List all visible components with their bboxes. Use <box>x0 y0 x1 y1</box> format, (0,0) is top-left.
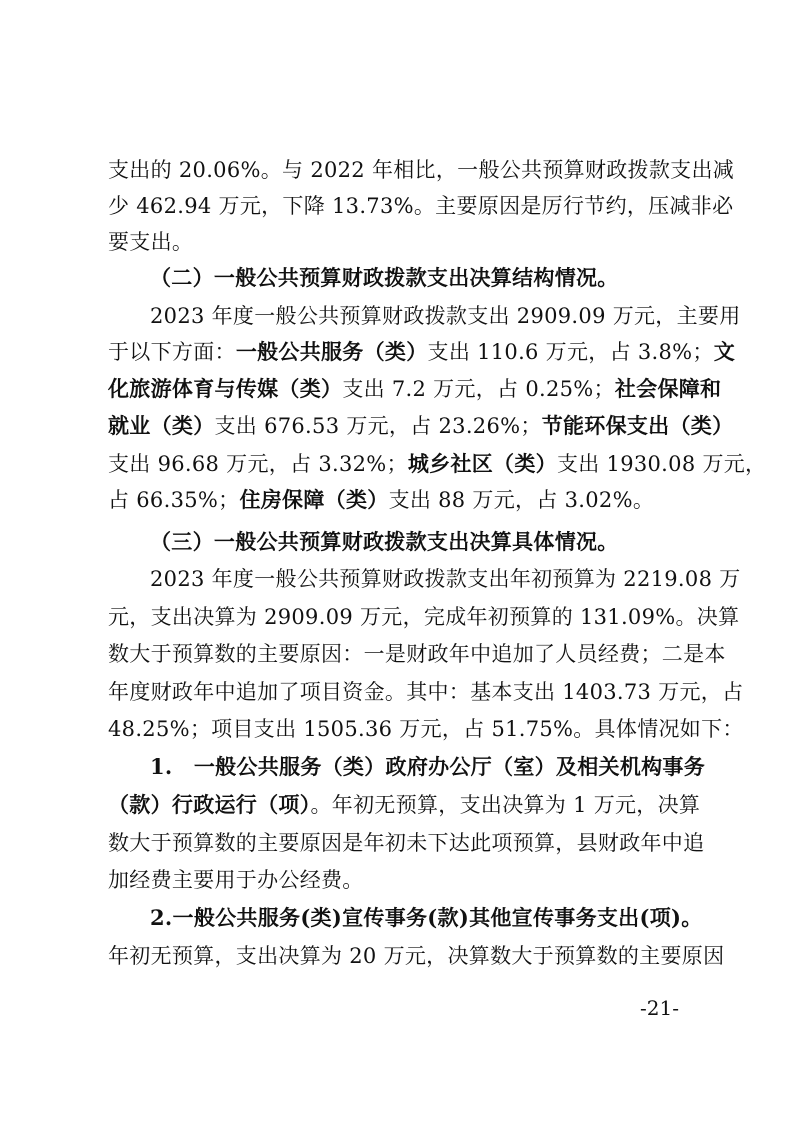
bold-text-segment: （二）一般公共预算财政拨款支出决算结构情况。 <box>150 265 619 290</box>
text-line <box>108 717 744 741</box>
bold-text-segment: 住房保障（类） <box>239 487 389 512</box>
text-segment: 支出 7.2 万元，占 0.25%； <box>342 377 615 401</box>
text-segment: 支出 96.68 万元，占 3.32%； <box>108 452 408 476</box>
text-line <box>108 488 693 512</box>
text-line <box>108 605 740 629</box>
text-segment: 元，支出决算为 2909.09 万元，完成年初预算的 131.09%。决算 <box>108 605 740 629</box>
text-segment: 年度财政年中追加了项目资金。其中：基本支出 1403.73 万元，占 <box>108 680 744 704</box>
text-segment: 支出 676.53 万元，占 23.26%； <box>214 414 542 438</box>
text-line <box>108 680 744 704</box>
text-line <box>108 339 736 364</box>
text-line <box>150 905 703 930</box>
text-line <box>150 530 693 554</box>
text-segment: 要支出。 <box>108 230 194 254</box>
text-line <box>108 831 705 855</box>
text-segment: 加经费主要用于办公经费。 <box>108 868 364 892</box>
bold-text-segment: 2.一般公共服务(类)宣传事务(款)其他宣传事务支出(项)。 <box>150 905 703 930</box>
bold-text-segment: 文 <box>713 339 736 364</box>
text-segment: 支出 1930.08 万元， <box>556 452 767 476</box>
bold-text-segment: 一般公共服务（类） <box>235 339 428 364</box>
bold-text-segment: 就业（类） <box>108 413 215 438</box>
text-segment: 于以下方面： <box>108 340 236 364</box>
bold-text-segment: 1. 一般公共服务（类）政府办公厅（室）及相关机构事务 <box>150 754 706 779</box>
text-segment: 数大于预算数的主要原因是年初未下达此项预算，县财政年中追 <box>108 831 705 855</box>
text-line <box>108 413 734 438</box>
bold-text-segment: 节能环保支出（类） <box>541 413 734 438</box>
text-segment: 占 66.35%； <box>108 488 240 512</box>
text-segment: 48.25%；项目支出 1505.36 万元，占 51.75%。具体情况如下： <box>108 717 744 741</box>
text-line <box>108 944 725 968</box>
text-line <box>150 304 741 328</box>
text-line <box>108 230 693 254</box>
text-line <box>150 567 741 591</box>
text-line <box>150 754 706 779</box>
text-segment: 2023 年度一般公共预算财政拨款支出 2909.09 万元，主要用 <box>150 304 741 328</box>
text-segment: 年初无预算，支出决算为 20 万元，决算数大于预算数的主要原因 <box>108 944 725 968</box>
bold-text-segment: 城乡社区（类） <box>407 451 557 476</box>
text-segment: 支出 110.6 万元，占 3.8%； <box>427 340 714 364</box>
text-line <box>108 158 735 182</box>
text-line <box>108 792 701 817</box>
text-segment: 数大于预算数的主要原因：一是财政年中追加了人员经费；二是本 <box>108 642 726 666</box>
text-line <box>150 266 693 290</box>
text-segment: 2023 年度一般公共预算财政拨款支出年初预算为 2219.08 万 <box>150 567 741 591</box>
text-segment: 。年初无预算，支出决算为 1 万元，决算 <box>310 793 701 817</box>
text-segment: 支出 88 万元，占 3.02%。 <box>388 488 655 512</box>
text-line <box>108 194 734 218</box>
page-number: -21- <box>640 996 679 1020</box>
text-line <box>108 642 726 666</box>
bold-text-segment: 社会保障和 <box>614 376 722 401</box>
bold-text-segment: （款）行政运行（项） <box>108 792 311 817</box>
bold-text-segment: 化旅游体育与传媒（类） <box>108 376 343 401</box>
bold-text-segment: （三）一般公共预算财政拨款支出决算具体情况。 <box>150 529 619 554</box>
text-segment: 少 462.94 万元，下降 13.73%。主要原因是厉行节约，压减非必 <box>108 194 734 218</box>
text-line <box>108 451 767 476</box>
text-segment: 支出的 20.06%。与 2022 年相比，一般公共预算财政拨款支出减 <box>108 158 735 182</box>
text-line <box>108 376 722 401</box>
text-line <box>108 868 693 892</box>
